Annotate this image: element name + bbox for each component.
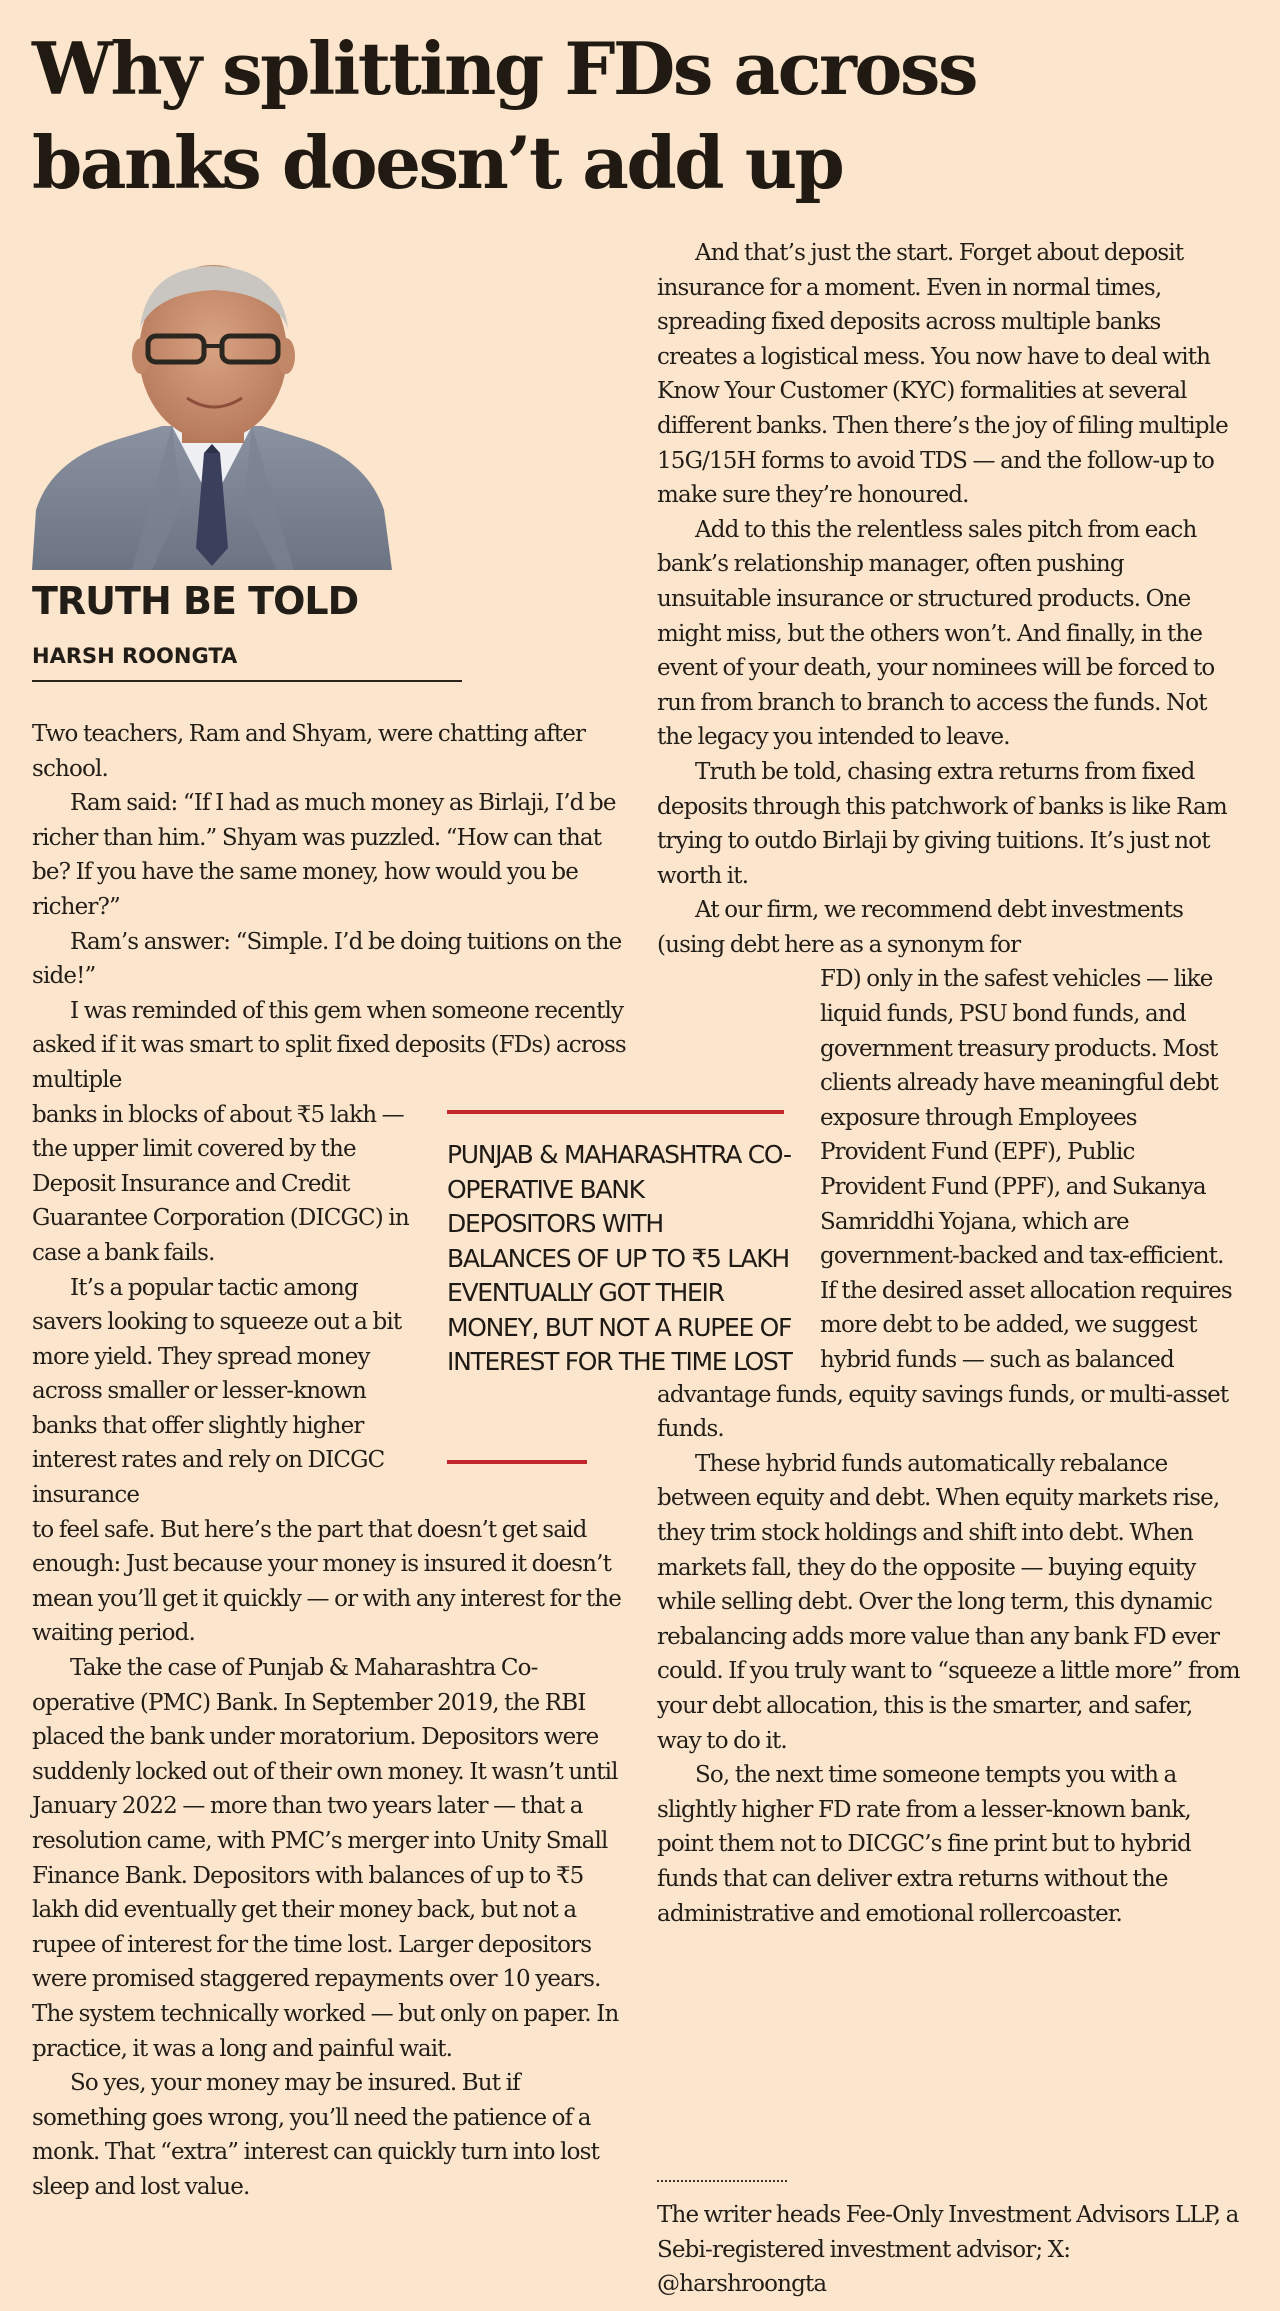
column-name: TRUTH BE TOLD	[32, 579, 359, 623]
paragraph: Take the case of Punjab & Maharashtra Co-operative (PMC) Bank. In September 2019, the RBI placed the bank under moratorium. Depositors were suddenly locked out of their own money. It wasn’t until January 2022 — more than two years later — that a resolution came, with PMC’s merger into Unity Small Finance Bank. Depositors with balances of up to ₹5 lakh did eventually get their money back, but not a rupee of interest for the time lost. Larger depositors were promised staggered repayments over 10 years. The system technically worked — but only on paper. In practice, it was a long and painful wait.	[32, 1655, 619, 2062]
paragraph: So yes, your money may be insured. But if something goes wrong, you’ll need the patience of a monk. That “extra” interest can quickly turn into lost sleep and lost value.	[32, 2070, 599, 2200]
paragraph: Ram’s answer: “Simple. I’d be doing tuitions on the side!”	[32, 928, 622, 990]
paragraph: At our firm, we recommend debt investments (using debt here as a synonym for	[657, 897, 1184, 958]
paragraph: to feel safe. But here’s the part that doesn’t get said enough: Just because your money is insured it doesn’t mean you’ll get it quickly — or with any interest for the waiting period.	[32, 1516, 621, 1647]
paragraph: FD) only in the safest vehicles — like liquid funds, PSU bond funds, and government treasury products. Most clients already have meaningful debt exposure through Employees Provident Fund (EPF), Public Provident Fund (PPF), and Sukanya Samriddhi Yojana, which are government-backed and tax-efficient. If the desired asset allocation requires more debt to be added, we suggest hybrid funds — such as balanced	[820, 966, 1232, 1373]
paragraph: I was reminded of this gem when someone recently asked if it was smart to split fixed deposits (FDs) across multiple	[32, 997, 626, 1093]
pull-quote-text: PUNJAB & MAHARASHTRA CO-OPERATIVE BANK DEPOSITORS WITH BALANCES OF UP TO ₹5 LAKH EVENTUALLY GOT THEIR MONEY, BUT NOT A RUPEE OF INTEREST FOR THE TIME LOST	[447, 1140, 792, 1376]
author-bio: The writer heads Fee-Only Investment Advisors LLP, a Sebi-registered investment advisor; X: @harshroongta	[657, 2202, 1239, 2298]
pull-quote-bottom-rule	[447, 1460, 587, 1464]
byline-divider	[32, 680, 462, 682]
bio-divider	[657, 2180, 787, 2182]
paragraph: These hybrid funds automatically rebalance between equity and debt. When equity markets rise, they trim stock holdings and shift into debt. When markets fall, they do the opposite — buying equity while selling debt. Over the long term, this dynamic rebalancing adds more value than any bank FD ever could. If you truly want to “squeeze a little more” from your debt allocation, this is the smarter, and safer, way to do it.	[657, 1450, 1240, 1754]
headline-line-2: banks doesn’t add up	[32, 120, 843, 205]
headline	[32, 22, 1232, 210]
paragraph: It’s a popular tactic among savers looking to squeeze out a bit more yield. They spread money across smaller or lesser-known banks that offer slightly higher interest rates and rely on DICGC insurance	[32, 1274, 402, 1509]
headline-line-1: Why splitting FDs across	[32, 26, 976, 111]
author-portrait	[32, 248, 392, 570]
paragraph: banks in blocks of about ₹5 lakh — the upper limit covered by the Deposit Insurance and Credit Guarantee Corporation (DICGC) in case a bank fails.	[32, 1101, 409, 1266]
author-byline: HARSH ROONGTA	[32, 644, 238, 668]
paragraph: So, the next time someone tempts you with a slightly higher FD rate from a lesser-known bank, point them not to DICGC’s fine print but to hybrid funds that can deliver extra returns without the administrative and emotional rollercoaster.	[657, 1762, 1191, 1927]
right-column	[657, 236, 1241, 1931]
paragraph: advantage funds, equity savings funds, or multi-asset funds.	[657, 1381, 1229, 1443]
paragraph: Ram said: “If I had as much money as Birlaji, I’d be richer than him.” Shyam was puzzled. “How can that be? If you have the same money, how would you be richer?”	[32, 790, 616, 920]
paragraph: Truth be told, chasing extra returns from fixed deposits through this patchwork of banks is like Ram trying to outdo Birlaji by giving tuitions. It’s just not worth it.	[657, 758, 1227, 889]
paragraph: Two teachers, Ram and Shyam, were chatting after school.	[32, 721, 586, 782]
paragraph: Add to this the relentless sales pitch from each bank’s relationship manager, often pushing unsuitable insurance or structured products. One might miss, but the others won’t. And finally, in the event of your death, your nominees will be forced to run from branch to branch to access the funds. Not the legacy you intended to leave.	[657, 516, 1215, 751]
paragraph: And that’s just the start. Forget about deposit insurance for a moment. Even in normal times, spreading fixed deposits across multiple banks creates a logistical mess. You now have to deal with Know Your Customer (KYC) formalities at several different banks. Then there’s the joy of filing multiple 15G/15H forms to avoid TDS — and the follow-up to make sure they’re honoured.	[657, 240, 1228, 509]
